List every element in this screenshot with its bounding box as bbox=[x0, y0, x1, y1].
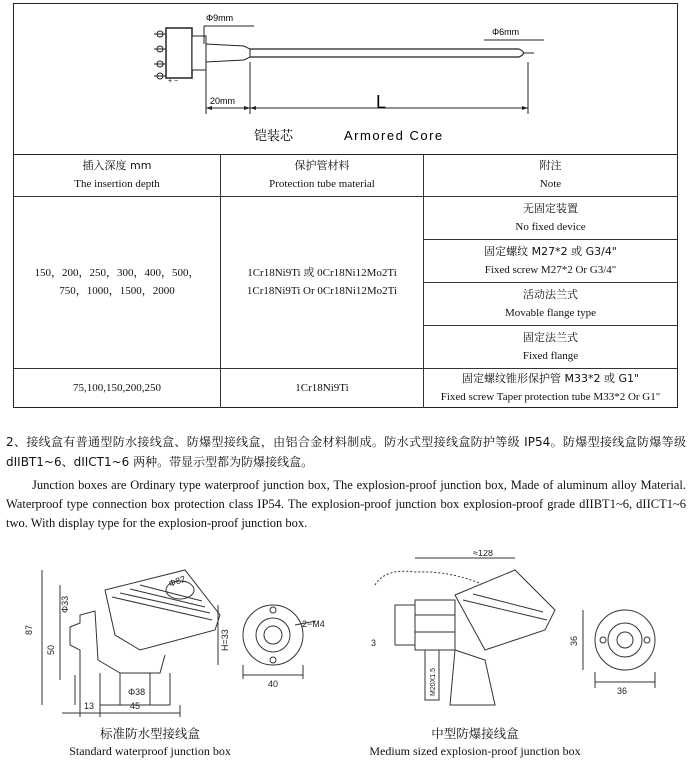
dim-d38: Φ38 bbox=[128, 687, 146, 697]
spec-table bbox=[14, 154, 677, 408]
dim-head-dia: Φ9mm bbox=[206, 13, 234, 23]
row1-depth: 150，200，250，300，400，500， 750，1000，1500，2000 bbox=[14, 196, 221, 368]
armored-core-drawing bbox=[14, 4, 677, 155]
row2-material: 1Cr18Ni9Ti bbox=[221, 368, 424, 408]
explosion-proof-box-drawing bbox=[355, 550, 685, 710]
row2-depth: 75,100,150,200,250 bbox=[14, 368, 221, 408]
header-depth: 插入深度 mm The insertion depth bbox=[14, 154, 221, 196]
dim-d82: Φ82 bbox=[167, 573, 187, 589]
dim-87: 87 bbox=[24, 624, 34, 635]
paragraph-zh: 2、接线盒有普通型防水接线盒、防爆型接线盒，由铝合金材料制成。防水式型接线盒防护等级 IP54。防爆型接线盒防爆等级 dIIBT1~6、dIICT1~6 两种。带显示型都为防爆接线盒。 bbox=[6, 435, 686, 469]
dim-m20: M20X1.5 bbox=[430, 667, 437, 696]
spec-frame bbox=[13, 3, 678, 408]
dim-3: 3 bbox=[371, 638, 377, 648]
row2-note: 固定螺纹锥形保护管 M33*2 或 G1" Fixed screw Taper protection tube M33*2 Or G1" bbox=[424, 368, 678, 408]
left-caption: 标准防水型接线盒 Standard waterproof junction box bbox=[69, 726, 231, 758]
table-header-row bbox=[14, 154, 677, 196]
dim-m4: 2−M4 bbox=[302, 619, 325, 629]
table-row bbox=[14, 368, 677, 408]
note-cell: 无固定装置 No fixed device bbox=[424, 196, 678, 239]
caption-zh: 铠装芯 bbox=[254, 129, 294, 144]
dim-13: 13 bbox=[84, 701, 95, 711]
note-cell: 固定螺纹 M27*2 或 G3/4" Fixed screw M27*2 Or G3/4" bbox=[424, 239, 678, 282]
row1-material: 1Cr18Ni9Ti 或 0Cr18Ni12Mo2Ti 1Cr18Ni9Ti Or 0Cr18Ni12Mo2Ti bbox=[221, 196, 424, 368]
dim-45: 45 bbox=[130, 701, 141, 711]
dim-h33: H=33 bbox=[220, 629, 230, 651]
dim-50: 50 bbox=[46, 644, 56, 655]
table-row bbox=[14, 196, 677, 239]
svg-text:+ −: + − bbox=[168, 78, 179, 85]
dim-head-len: 20mm bbox=[210, 96, 236, 106]
dim-d33: Φ33 bbox=[60, 595, 70, 613]
dim-128: ≈128 bbox=[473, 550, 493, 558]
dim-40: 40 bbox=[268, 679, 279, 689]
paragraph-en: Junction boxes are Ordinary type waterproof junction box, The explosion-proof junction box, Made of aluminum alloy Material. Waterproof type connection box protection class IP54. The explosion-proof junction box explosion-proof grade dIIBT1~6, dIICT1~6 two. With display type for the explosion-proof junction box. bbox=[6, 478, 686, 530]
header-material: 保护管材料 Protection tube material bbox=[221, 154, 424, 196]
dim-tip-dia: Φ6mm bbox=[492, 27, 520, 37]
dim-h36: 36 bbox=[569, 635, 579, 646]
waterproof-box-drawing bbox=[20, 555, 330, 720]
right-caption: 中型防爆接线盒 Medium sized explosion-proof junction box bbox=[369, 726, 581, 758]
dim-length: L bbox=[376, 92, 387, 112]
header-note: 附注 Note bbox=[424, 154, 678, 196]
note-cell: 活动法兰式 Movable flange type bbox=[424, 282, 678, 325]
caption-en: Armored Core bbox=[344, 128, 444, 143]
note-cell: 固定法兰式 Fixed flange bbox=[424, 325, 678, 368]
dim-w36: 36 bbox=[617, 686, 628, 696]
